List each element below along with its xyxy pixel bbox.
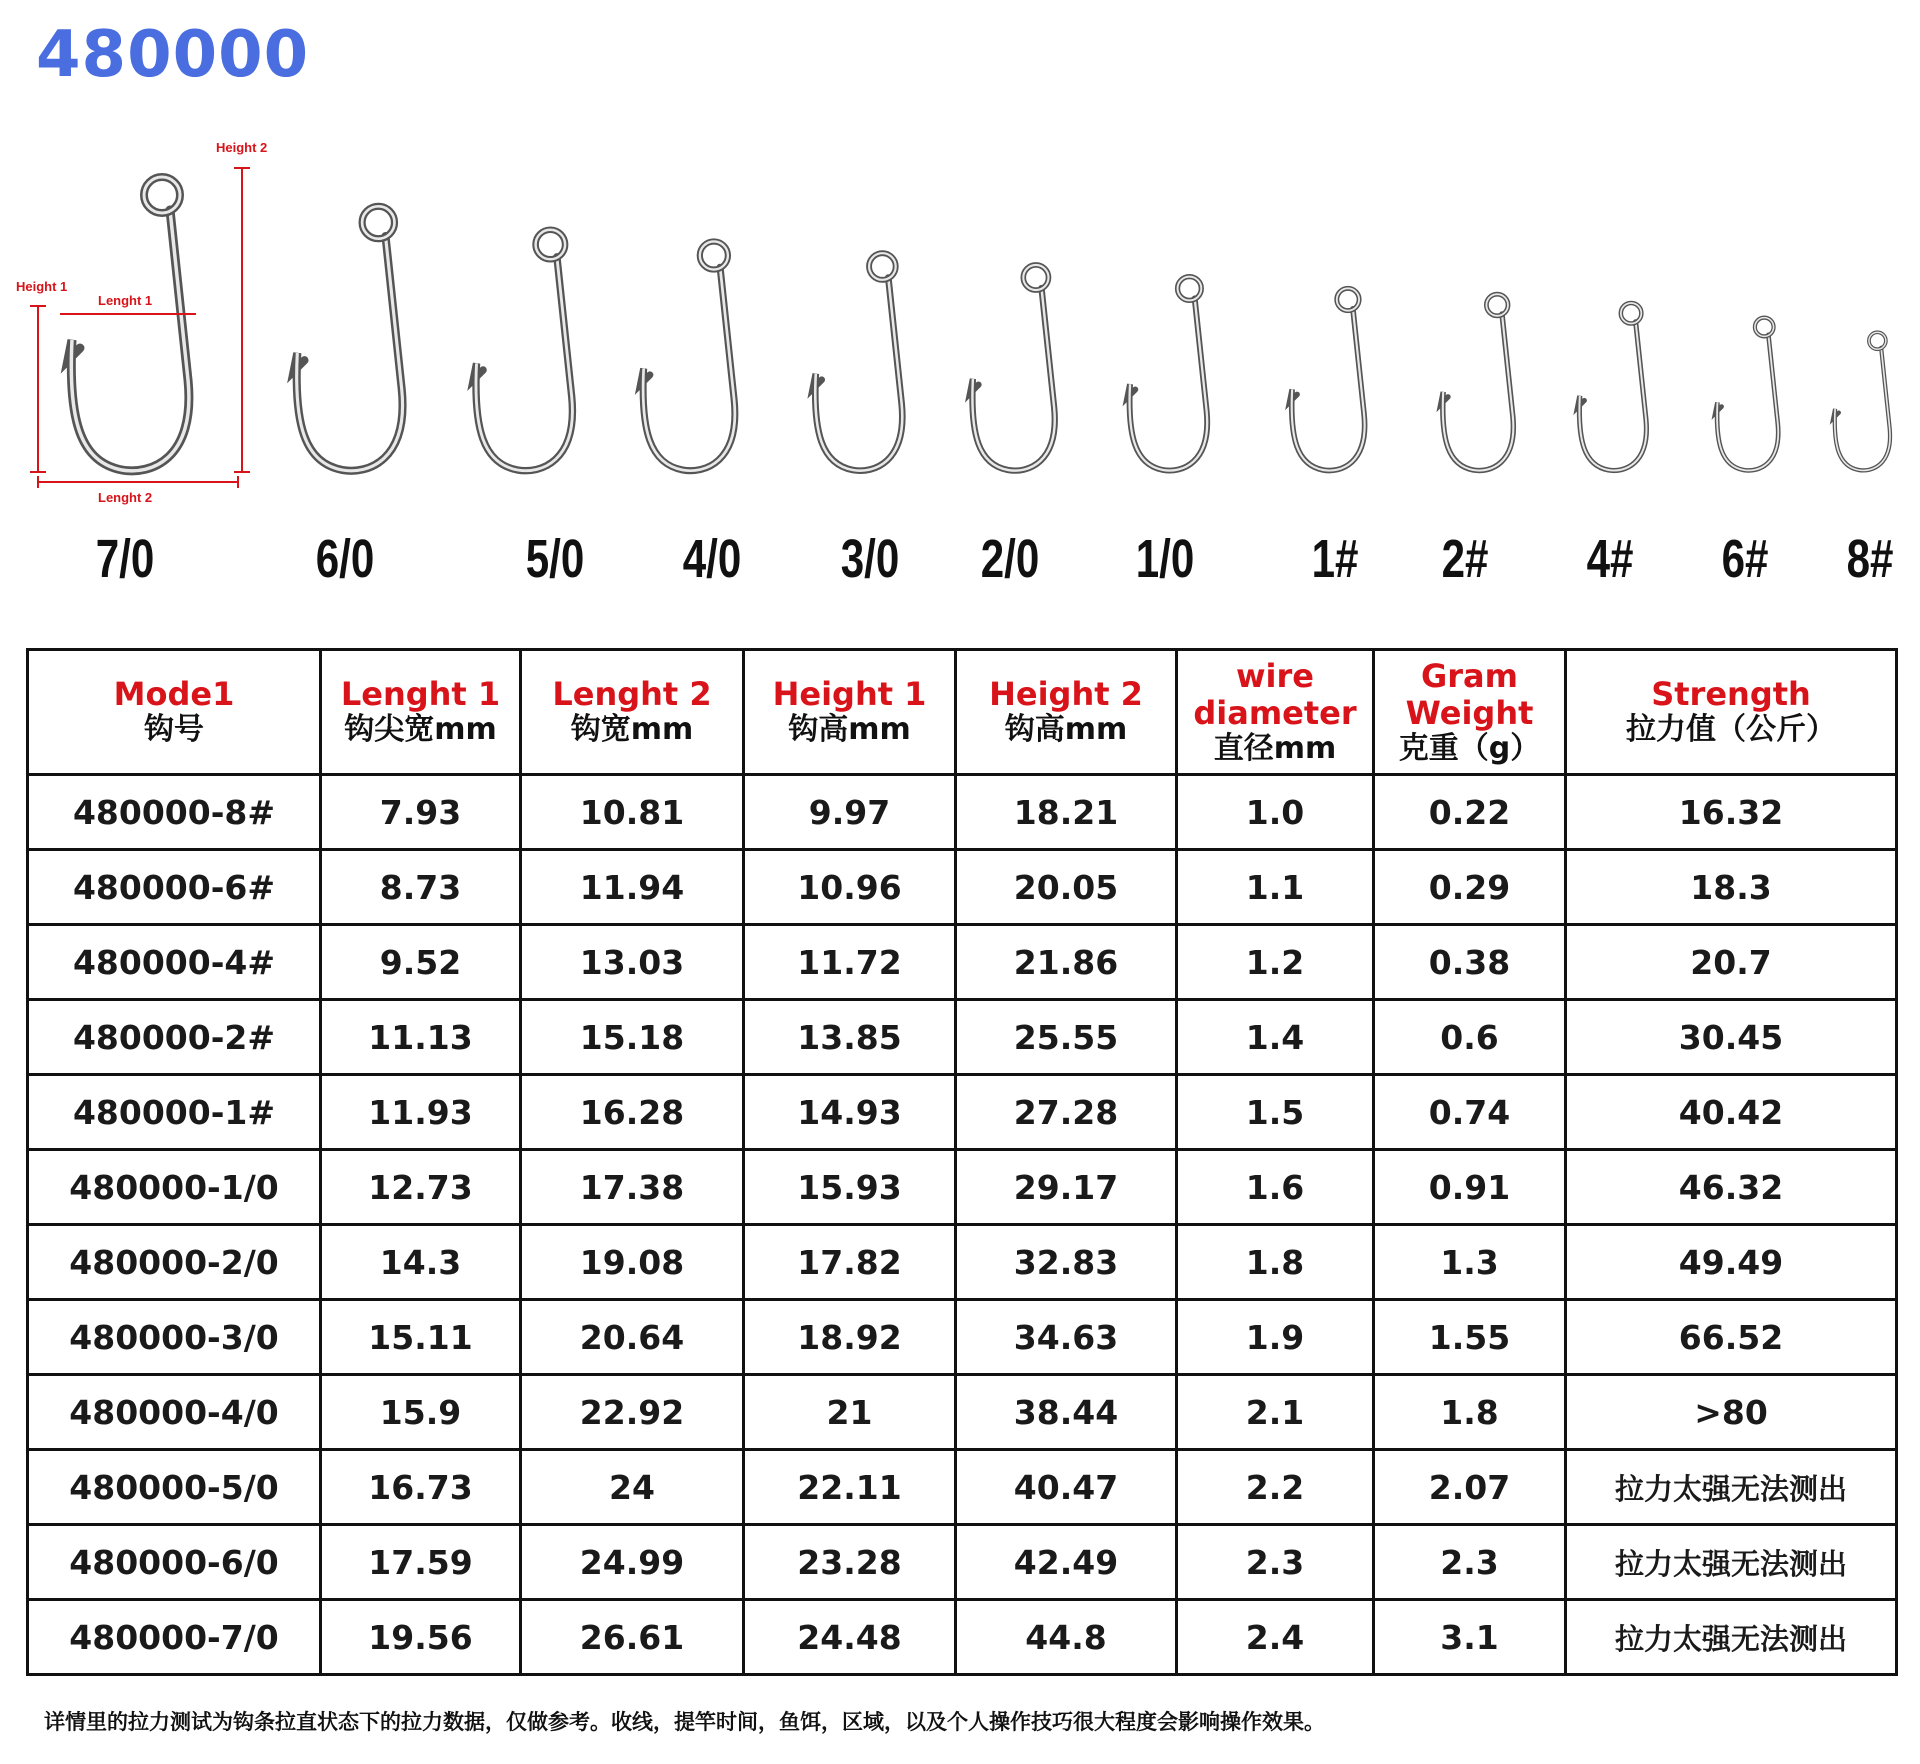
table-row [28, 775, 1897, 850]
table-cell: 20.05 [956, 850, 1177, 925]
table-cell: 40.42 [1566, 1075, 1897, 1150]
table-cell: 16.32 [1566, 775, 1897, 850]
table-cell: 44.8 [956, 1600, 1177, 1675]
table-cell: 15.18 [521, 1000, 744, 1075]
hook-size-label [87, 528, 162, 590]
table-cell: 26.61 [521, 1600, 744, 1675]
column-header-english: Gram Weight [1405, 656, 1534, 732]
hook-size-label [1127, 528, 1202, 590]
table-cell: 11.93 [321, 1075, 521, 1150]
table-cell: 18.92 [744, 1300, 956, 1375]
column-header-chinese: 拉力值（公斤） [1626, 712, 1836, 748]
table-cell: 拉力太强无法测出 [1566, 1525, 1897, 1600]
table-cell: 0.74 [1374, 1075, 1566, 1150]
table-cell: 66.52 [1566, 1300, 1897, 1375]
table-cell: >80 [1566, 1375, 1897, 1450]
column-header-chinese: 钩号 [144, 712, 204, 748]
table-cell: 480000-1# [28, 1075, 321, 1150]
table-cell: 14.93 [744, 1075, 956, 1150]
table-cell: 30.45 [1566, 1000, 1897, 1075]
table-cell: 480000-7/0 [28, 1600, 321, 1675]
hook-size-label [1580, 528, 1640, 590]
hook-illustration [1441, 294, 1514, 470]
table-cell: 10.96 [744, 850, 956, 925]
column-header-english: Lenght 2 [552, 675, 712, 714]
table-cell: 2.07 [1374, 1450, 1566, 1525]
table-cell: 15.9 [321, 1375, 521, 1450]
table-cell: 19.56 [321, 1600, 521, 1675]
table-cell: 9.97 [744, 775, 956, 850]
table-cell: 21.86 [956, 925, 1177, 1000]
hook-size-label [1840, 528, 1900, 590]
table-row [28, 925, 1897, 1000]
table-cell: 2.3 [1374, 1525, 1566, 1600]
table-cell: 10.81 [521, 775, 744, 850]
table-cell: 1.6 [1177, 1150, 1374, 1225]
table-cell: 18.21 [956, 775, 1177, 850]
table-cell: 11.94 [521, 850, 744, 925]
table-cell: 27.28 [956, 1075, 1177, 1150]
column-header [744, 650, 956, 775]
table-cell: 24.48 [744, 1600, 956, 1675]
table-cell: 32.83 [956, 1225, 1177, 1300]
hook-illustration [473, 230, 572, 471]
table-cell: 17.82 [744, 1225, 956, 1300]
hook-size-text: 2# [1441, 529, 1489, 589]
table-row [28, 1600, 1897, 1675]
column-header-chinese: 钩宽mm [570, 712, 694, 748]
table-row [28, 1000, 1897, 1075]
hook-size-text: 8# [1846, 529, 1894, 589]
table-cell: 3.1 [1374, 1600, 1566, 1675]
hook-size-text: 6/0 [315, 529, 375, 589]
column-header-chinese: 钩尖宽mm [344, 712, 497, 748]
table-cell: 18.3 [1566, 850, 1897, 925]
hook-illustration [1833, 332, 1890, 470]
table-row [28, 1150, 1897, 1225]
table-cell: 8.73 [321, 850, 521, 925]
hook-size-label [1435, 528, 1495, 590]
table-cell: 40.47 [956, 1450, 1177, 1525]
table-cell: 0.6 [1374, 1000, 1566, 1075]
table-cell: 42.49 [956, 1525, 1177, 1600]
height1-label: Height 1 [16, 279, 68, 294]
column-header-chinese: 直径mm [1213, 730, 1337, 766]
column-header-english: Lenght 1 [340, 675, 501, 714]
table-cell: 480000-8# [28, 775, 321, 850]
hook-size-label [1305, 528, 1365, 590]
column-header [1566, 650, 1897, 775]
hook-illustration [1715, 318, 1778, 471]
table-cell: 1.2 [1177, 925, 1374, 1000]
hook-size-label [832, 528, 907, 590]
hook-illustrations [68, 177, 1890, 471]
column-header-chinese: 克重（g） [1398, 730, 1541, 766]
table-cell: 25.55 [956, 1000, 1177, 1075]
table-cell: 14.3 [321, 1225, 521, 1300]
table-cell: 拉力太强无法测出 [1566, 1450, 1897, 1525]
column-header-english: Mode1 [113, 675, 235, 714]
table-cell: 0.91 [1374, 1150, 1566, 1225]
table-cell: 2.3 [1177, 1525, 1374, 1600]
hook-size-label [517, 528, 592, 590]
hook-size-text: 7/0 [95, 529, 155, 589]
table-row [28, 1375, 1897, 1450]
table-row [28, 1450, 1897, 1525]
disclaimer-note: 详情里的拉力测试为钩条拉直状态下的拉力数据，仅做参考。收线，提竿时间，鱼饵，区域，以及个人操作技巧很大程度会影响操作效果。 [44, 1710, 1325, 1734]
hook-size-text: 5/0 [525, 529, 585, 589]
table-cell: 480000-6# [28, 850, 321, 925]
page-title: 480000 [36, 18, 310, 92]
table-row [28, 850, 1897, 925]
hook-size-label [307, 528, 382, 590]
hook-size-label [674, 528, 749, 590]
table-cell: 480000-3/0 [28, 1300, 321, 1375]
column-header [28, 650, 321, 775]
table-cell: 19.08 [521, 1225, 744, 1300]
length2-label: Lenght 2 [98, 490, 153, 505]
table-cell: 480000-2/0 [28, 1225, 321, 1300]
column-header-english: wire diameter [1193, 656, 1357, 732]
hook-illustration [641, 241, 735, 470]
table-cell: 24.99 [521, 1525, 744, 1600]
table-cell: 17.38 [521, 1150, 744, 1225]
length1-label: Lenght 1 [98, 293, 153, 308]
table-cell: 2.4 [1177, 1600, 1374, 1675]
column-header-english: Strength [1651, 675, 1811, 714]
column-header [956, 650, 1177, 775]
table-cell: 13.03 [521, 925, 744, 1000]
table-cell: 0.22 [1374, 775, 1566, 850]
table-cell: 29.17 [956, 1150, 1177, 1225]
table-cell: 11.72 [744, 925, 956, 1000]
table-cell: 24 [521, 1450, 744, 1525]
table-cell: 480000-2# [28, 1000, 321, 1075]
table-cell: 1.9 [1177, 1300, 1374, 1375]
table-cell: 480000-1/0 [28, 1150, 321, 1225]
table-cell: 1.8 [1177, 1225, 1374, 1300]
height2-label: Height 2 [216, 140, 268, 155]
column-header-chinese: 钩高mm [788, 712, 911, 748]
hook-size-label [972, 528, 1047, 590]
table-cell: 0.29 [1374, 850, 1566, 925]
column-header-english: Height 1 [772, 675, 927, 714]
column-header [1177, 650, 1374, 775]
table-cell: 15.11 [321, 1300, 521, 1375]
table-cell: 49.49 [1566, 1225, 1897, 1300]
hook-size-diagram [0, 130, 1920, 510]
table-cell: 13.85 [744, 1000, 956, 1075]
hook-illustration [813, 253, 902, 470]
table-cell: 16.73 [321, 1450, 521, 1525]
hook-size-label [1715, 528, 1775, 590]
table-cell: 20.64 [521, 1300, 744, 1375]
column-header [521, 650, 744, 775]
table-cell: 16.28 [521, 1075, 744, 1150]
table-cell: 23.28 [744, 1525, 956, 1600]
table-cell: 0.38 [1374, 925, 1566, 1000]
table-cell: 1.1 [1177, 850, 1374, 925]
hook-illustration [1290, 288, 1365, 470]
column-header-english: Height 2 [989, 675, 1143, 714]
table-cell: 38.44 [956, 1375, 1177, 1450]
table-cell: 2.2 [1177, 1450, 1374, 1525]
table-cell: 2.1 [1177, 1375, 1374, 1450]
table-cell: 1.3 [1374, 1225, 1566, 1300]
table-cell: 拉力太强无法测出 [1566, 1600, 1897, 1675]
table-row [28, 1525, 1897, 1600]
hook-illustration [1127, 277, 1207, 471]
hook-size-text: 4# [1586, 529, 1634, 589]
hook-size-text: 1/0 [1135, 529, 1195, 589]
table-cell: 12.73 [321, 1150, 521, 1225]
hook-size-text: 2/0 [980, 529, 1040, 589]
table-cell: 22.11 [744, 1450, 956, 1525]
column-header [1374, 650, 1566, 775]
table-cell: 480000-6/0 [28, 1525, 321, 1600]
spec-table [26, 648, 1898, 1676]
hook-illustration [68, 177, 189, 471]
table-cell: 15.93 [744, 1150, 956, 1225]
hook-size-text: 3/0 [840, 529, 900, 589]
hook-size-text: 4/0 [682, 529, 742, 589]
hook-illustration [1578, 303, 1647, 471]
table-row [28, 1300, 1897, 1375]
table-cell: 480000-4/0 [28, 1375, 321, 1450]
table-cell: 480000-4# [28, 925, 321, 1000]
table-cell: 1.55 [1374, 1300, 1566, 1375]
table-body [28, 775, 1897, 1675]
table-cell: 1.5 [1177, 1075, 1374, 1150]
hook-illustration [294, 206, 403, 470]
table-cell: 46.32 [1566, 1150, 1897, 1225]
table-cell: 21 [744, 1375, 956, 1450]
hook-illustration [970, 265, 1055, 471]
hook-size-labels [0, 528, 1920, 608]
table-cell: 1.4 [1177, 1000, 1374, 1075]
column-header [321, 650, 521, 775]
table-cell: 1.8 [1374, 1375, 1566, 1450]
table-row [28, 1225, 1897, 1300]
hook-size-text: 6# [1721, 529, 1769, 589]
table-row [28, 1075, 1897, 1150]
table-cell: 1.0 [1177, 775, 1374, 850]
table-header-row [28, 650, 1897, 775]
table-cell: 34.63 [956, 1300, 1177, 1375]
table-cell: 22.92 [521, 1375, 744, 1450]
table-cell: 480000-5/0 [28, 1450, 321, 1525]
table-cell: 9.52 [321, 925, 521, 1000]
hook-size-text: 1# [1311, 529, 1359, 589]
table-cell: 11.13 [321, 1000, 521, 1075]
table-cell: 17.59 [321, 1525, 521, 1600]
table-cell: 7.93 [321, 775, 521, 850]
table-cell: 20.7 [1566, 925, 1897, 1000]
column-header-chinese: 钩高mm [1004, 712, 1128, 748]
dimension-guides [30, 168, 250, 488]
